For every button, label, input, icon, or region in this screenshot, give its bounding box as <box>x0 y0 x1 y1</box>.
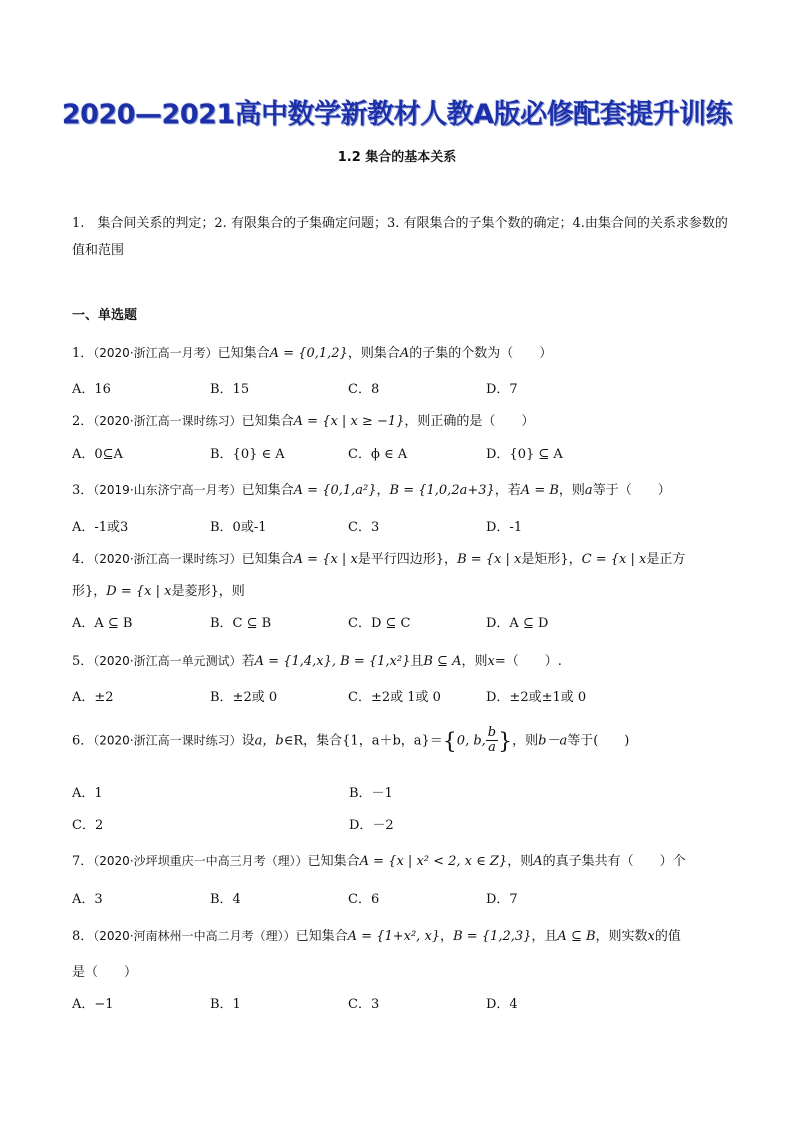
question-7 <box>72 850 686 869</box>
question-5 <box>72 650 562 669</box>
question-source: （2020·沙坪坝重庆一中高三月考（理）） <box>93 854 308 868</box>
math-expression: x <box>647 929 655 944</box>
option-b[interactable]: B．4 <box>210 892 241 907</box>
question-4-line-2 <box>72 580 245 599</box>
fraction <box>486 726 498 756</box>
question-source: （2019·山东济宁高一月考） <box>93 483 242 497</box>
math-expression: A = {x | x² < 2, x ∈ Z} <box>359 854 508 869</box>
option-d[interactable]: D．7 <box>486 382 518 397</box>
option-a[interactable]: A．16 <box>72 382 111 397</box>
math-expression: B = {x | x <box>457 552 522 567</box>
question-text: 已知集合 <box>241 483 294 498</box>
option-c[interactable]: C．6 <box>348 892 380 907</box>
section-heading: 一、单选题 <box>72 308 138 323</box>
option-b[interactable]: B．{0} ∈ A <box>210 447 285 462</box>
math-expression: B = {1,2,3} <box>453 929 532 944</box>
question-text: ，则 <box>507 854 534 869</box>
option-d[interactable]: D．A ⊆ D <box>486 616 549 631</box>
question-text: 是矩形}， <box>521 552 582 567</box>
question-text: 形}， <box>72 584 107 599</box>
question-8-line-2 <box>72 961 137 980</box>
math-expression: B ⊆ A <box>423 654 462 669</box>
question-text: 的真子集共有（ ）个 <box>542 854 686 869</box>
question-source: （2020·浙江高一课时练习） <box>93 733 242 748</box>
math-expression: A = {x | x ≥ −1} <box>293 414 405 429</box>
math-expression: a，b <box>254 733 284 749</box>
option-c[interactable]: C．±2或 1或 0 <box>348 690 441 705</box>
option-a[interactable]: A．±2 <box>72 690 114 705</box>
question-text: 且 <box>410 654 424 669</box>
question-source: （2020·浙江高一月考） <box>93 346 218 360</box>
question-text: 是正方 <box>646 552 686 567</box>
question-number: 6． <box>72 733 94 749</box>
option-a[interactable]: A．0⊆A <box>72 447 123 462</box>
option-a[interactable]: A．-1或3 <box>72 520 129 535</box>
question-number: 7． <box>72 854 94 869</box>
question-text: =（ ）. <box>494 654 562 669</box>
question-text: 是平行四边形}， <box>357 552 458 567</box>
question-text: 设 <box>241 733 255 749</box>
learning-objectives: 1. 集合间关系的判定；2. 有限集合的子集确定问题；3. 有限集合的子集个数的确定；4.由集合间的关系求参数的值和范围 <box>72 216 728 258</box>
question-text: 是菱形}，则 <box>171 584 245 599</box>
question-text: ，则 <box>461 654 488 669</box>
option-c[interactable]: C．3 <box>348 997 380 1012</box>
option-b[interactable]: B．15 <box>210 382 250 397</box>
question-source: （2020·浙江高一单元测试） <box>93 654 242 668</box>
question-1 <box>72 342 552 361</box>
math-expression: A = {0,1,2} <box>269 346 348 361</box>
fraction-denominator: a <box>488 740 496 756</box>
question-text: ，且 <box>531 929 558 944</box>
option-c[interactable]: C．D ⊆ C <box>348 616 411 631</box>
option-a[interactable]: A．−1 <box>72 997 114 1012</box>
math-expression: x <box>487 654 495 669</box>
option-b[interactable]: B．1 <box>210 997 241 1012</box>
question-text: 已知集合 <box>217 346 270 361</box>
question-number: 8． <box>72 929 94 944</box>
math-expression: A <box>533 854 543 869</box>
math-expression: b－a <box>538 733 568 749</box>
question-text: ，则 <box>558 483 585 498</box>
option-c[interactable]: C．2 <box>72 818 104 833</box>
question-text: 等于（ ） <box>592 483 671 498</box>
fraction-numerator: b <box>487 725 497 740</box>
question-text: 若 <box>241 654 255 669</box>
section-subtitle: 1.2 集合的基本关系 <box>337 150 457 165</box>
question-8 <box>72 925 681 944</box>
option-c[interactable]: C．ϕ ∈ A <box>348 447 408 462</box>
question-text: ，则正确的是（ ） <box>404 414 535 429</box>
option-c[interactable]: C．8 <box>348 382 380 397</box>
question-number: 5． <box>72 654 94 669</box>
question-6 <box>72 726 629 756</box>
question-text: 已知集合 <box>241 414 294 429</box>
math-expression: 0, b, <box>456 733 486 749</box>
question-number: 3． <box>72 483 94 498</box>
option-d[interactable]: D．±2或±1或 0 <box>486 690 587 705</box>
question-source: （2020·浙江高一课时练习） <box>93 414 242 428</box>
math-expression: A = {1,4,x}, B = {1,x²} <box>254 654 411 669</box>
question-source: （2020·河南林州一中高二月考（理）） <box>93 929 296 943</box>
math-expression: B = {1,0,2a+3} <box>389 483 495 498</box>
math-expression: D = {x | x <box>106 584 172 599</box>
worksheet-title: 2020—2021高中数学新教材人教A版必修配套提升训练 <box>61 99 733 130</box>
question-text: 是（ ） <box>72 965 138 980</box>
question-text: 已知集合 <box>307 854 360 869</box>
math-expression: A <box>399 346 410 361</box>
question-number: 4． <box>72 552 94 567</box>
question-text: ，若 <box>494 483 521 498</box>
question-text: 等于( ) <box>567 733 630 749</box>
option-b[interactable]: B．±2或 0 <box>210 690 278 705</box>
math-expression: A ⊆ B <box>557 929 596 944</box>
question-source: （2020·浙江高一课时练习） <box>93 552 242 566</box>
option-d[interactable]: D．-1 <box>486 520 523 535</box>
option-a[interactable]: A．1 <box>72 786 103 801</box>
math-expression: a <box>584 483 593 498</box>
option-b[interactable]: B．－1 <box>349 786 393 801</box>
question-text: ， <box>376 483 390 498</box>
math-expression: A = {1+x², x} <box>347 929 441 944</box>
option-a[interactable]: A．A ⊆ B <box>72 616 133 631</box>
math-expression: A = B <box>520 483 559 498</box>
option-c[interactable]: C．3 <box>348 520 380 535</box>
question-3 <box>72 479 671 498</box>
left-brace: { <box>442 729 457 755</box>
question-text: ， <box>440 929 454 944</box>
question-2 <box>72 410 534 429</box>
math-expression: A = {0,1,a²} <box>293 483 377 498</box>
question-text: 的子集的个数为（ ） <box>409 346 553 361</box>
math-expression: C = {x | x <box>581 552 647 567</box>
option-d[interactable]: D．{0} ⊆ A <box>486 447 563 462</box>
question-text: ，则 <box>512 733 539 749</box>
option-a[interactable]: A．3 <box>72 892 103 907</box>
math-expression: A = {x | x <box>293 552 358 567</box>
question-text: 已知集合 <box>295 929 348 944</box>
option-d[interactable]: D．－2 <box>349 818 394 833</box>
question-number: 2． <box>72 414 94 429</box>
option-b[interactable]: B．C ⊆ B <box>210 616 272 631</box>
right-brace: } <box>498 729 513 755</box>
question-text: 已知集合 <box>241 552 294 567</box>
question-number: 1． <box>72 346 94 361</box>
option-d[interactable]: D．7 <box>486 892 518 907</box>
question-text: 的值 <box>654 929 681 944</box>
question-text: ∈R，集合{1，a＋b，a}＝ <box>283 733 443 749</box>
option-d[interactable]: D．4 <box>486 997 518 1012</box>
question-4 <box>72 548 685 567</box>
question-text: ，则实数 <box>595 929 648 944</box>
option-b[interactable]: B．0或-1 <box>210 520 267 535</box>
question-text: ，则集合 <box>347 346 400 361</box>
